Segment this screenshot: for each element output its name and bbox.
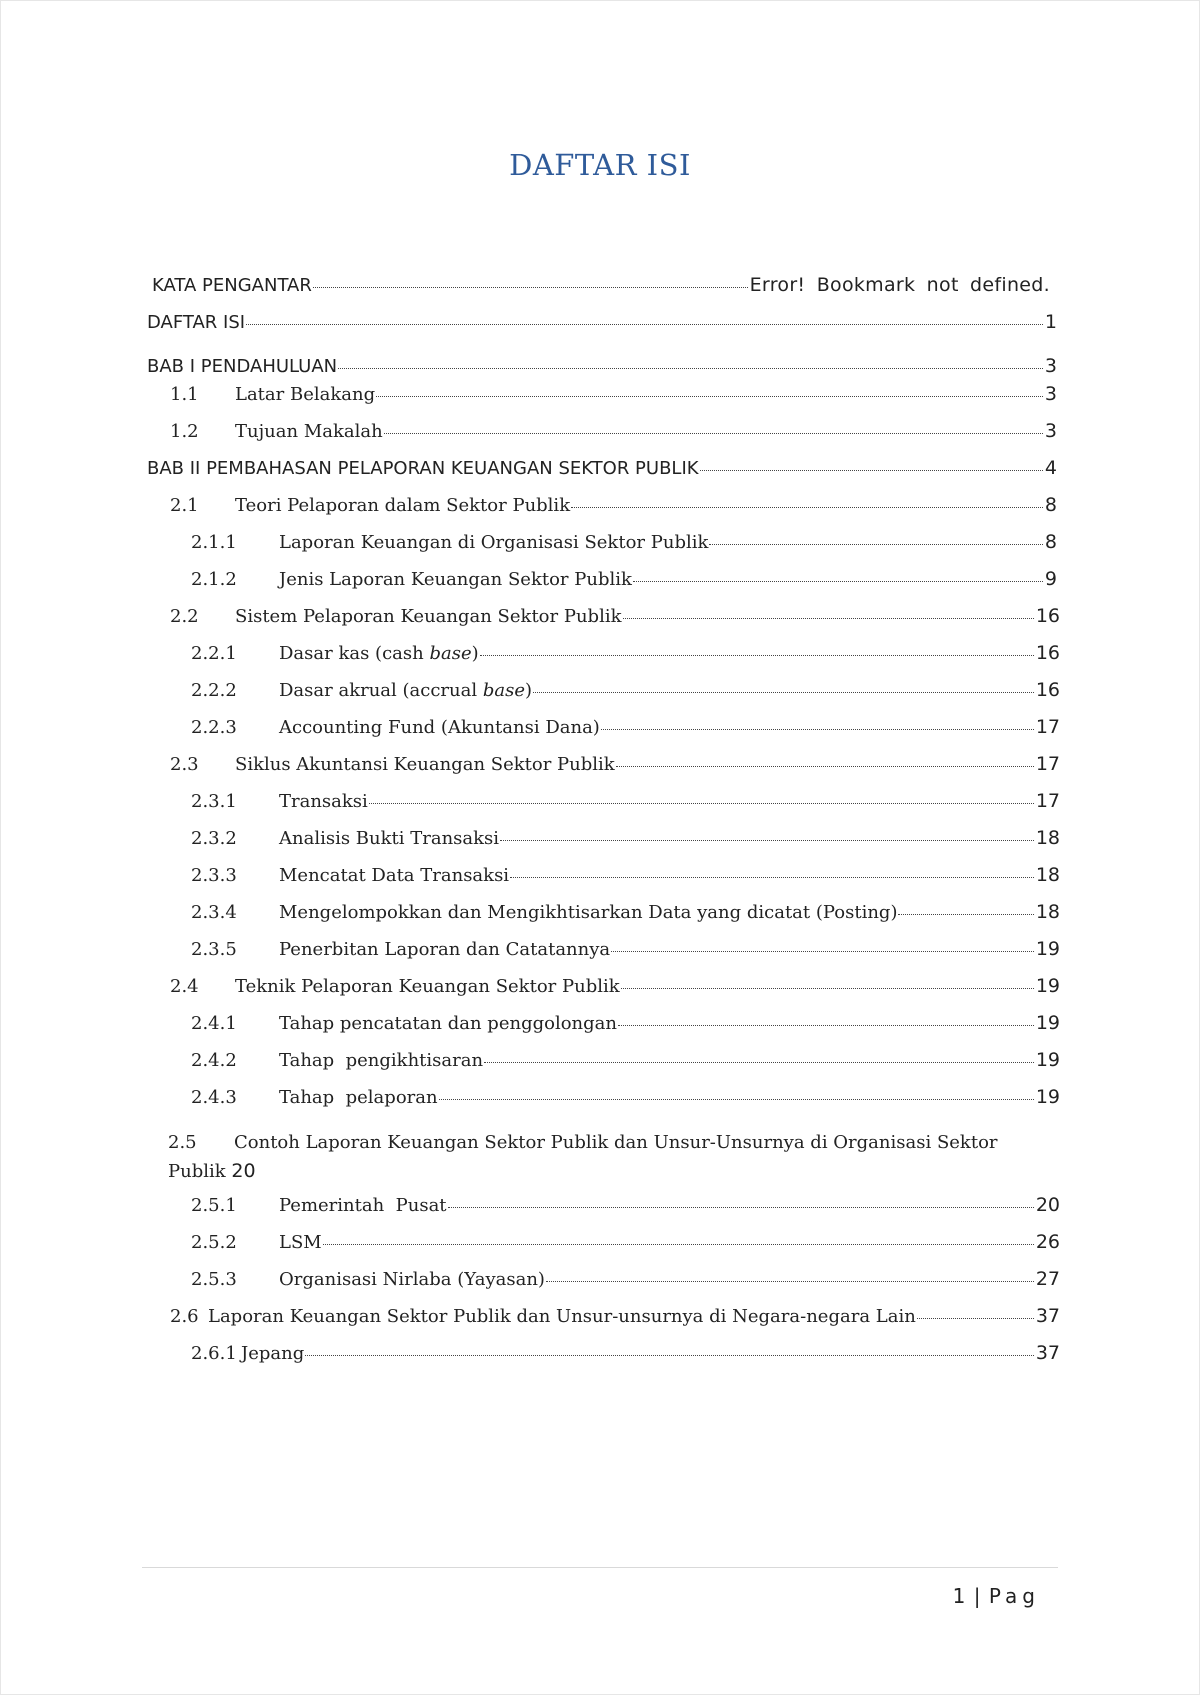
toc-leader — [376, 395, 1043, 397]
toc-leader — [546, 1280, 1034, 1282]
toc-entry[interactable] — [191, 938, 1060, 966]
toc-entry-number: 2.3.1 — [191, 791, 237, 812]
toc-leader — [633, 580, 1043, 582]
toc-entry-number: 2.5 — [168, 1132, 197, 1153]
toc-entry-text: Laporan Keuangan Sektor Publik dan Unsur-unsurnya di Negara-negara Lain — [208, 1306, 916, 1327]
toc-entry[interactable] — [191, 568, 1057, 596]
footer-separator: | — [973, 1584, 982, 1608]
toc-entry-page: 3 — [1044, 355, 1057, 377]
toc-entry-text — [279, 643, 479, 664]
toc-leader — [510, 876, 1034, 878]
toc-entry-text: Sistem Pelaporan Keuangan Sektor Publik — [235, 606, 622, 627]
toc-entry-text: Laporan Keuangan di Organisasi Sektor Publik — [279, 532, 709, 553]
toc-entry-text: Mengelompokkan dan Mengikhtisarkan Data yang dicatat (Posting) — [279, 902, 898, 923]
page-title: DAFTAR ISI — [509, 148, 691, 182]
toc-entry[interactable] — [191, 679, 1060, 707]
toc-entry-text: Mencatat Data Transaksi — [279, 865, 510, 886]
toc-entry-text: Organisasi Nirlaba (Yayasan) — [279, 1269, 545, 1290]
toc-leader — [439, 1098, 1034, 1100]
toc-leader — [709, 543, 1043, 545]
toc-leader — [621, 987, 1034, 989]
toc-entry-page: 18 — [1035, 901, 1060, 923]
toc-leader — [338, 367, 1043, 369]
toc-entry[interactable] — [191, 1049, 1060, 1077]
toc-entry-text-part: ) — [471, 643, 479, 664]
toc-leader — [616, 765, 1034, 767]
toc-entry-text: Tujuan Makalah — [235, 421, 383, 442]
toc-entry[interactable] — [191, 1012, 1060, 1040]
toc-entry-page: 18 — [1035, 864, 1060, 886]
toc-entry-text: BAB I PENDAHULUAN — [147, 356, 338, 377]
toc-entry-text: Latar Belakang — [235, 384, 376, 405]
toc-entry-wrapped[interactable] — [168, 1129, 1018, 1186]
toc-entry-text-italic: base — [482, 680, 525, 701]
toc-leader — [898, 913, 1033, 915]
toc-entry-page: 26 — [1035, 1231, 1060, 1253]
toc-entry[interactable] — [191, 1342, 1060, 1370]
toc-leader — [484, 1061, 1034, 1063]
toc-leader — [601, 728, 1034, 730]
toc-entry[interactable] — [170, 975, 1060, 1003]
toc-entry-page: 17 — [1035, 716, 1060, 738]
toc-entry[interactable] — [191, 1231, 1060, 1259]
toc-entry-page: Error! Bookmark not defined. — [749, 274, 1050, 296]
toc-entry-text: DAFTAR ISI — [147, 312, 246, 333]
toc-entry-number: 2.5.1 — [191, 1195, 237, 1216]
toc-entry[interactable] — [147, 311, 1057, 339]
toc-entry[interactable] — [170, 383, 1057, 411]
toc-entry[interactable] — [170, 1305, 1060, 1333]
toc-leader — [313, 286, 748, 288]
toc-entry[interactable] — [191, 716, 1060, 744]
toc-entry-number: 2.4 — [170, 976, 199, 997]
toc-entry-text: Tahap pengikhtisaran — [279, 1050, 484, 1071]
toc-entry-page: 16 — [1035, 605, 1060, 627]
toc-entry-text: Penerbitan Laporan dan Catatannya — [279, 939, 611, 960]
toc-entry-text-part: ) — [524, 680, 533, 701]
toc-entry[interactable] — [170, 605, 1060, 633]
toc-leader — [480, 654, 1034, 656]
toc-entry[interactable] — [147, 355, 1057, 383]
toc-entry-page: 19 — [1035, 938, 1060, 960]
toc-leader — [384, 432, 1043, 434]
toc-entry-page: 19 — [1035, 1049, 1060, 1071]
toc-entry-number: 2.4.2 — [191, 1050, 237, 1071]
toc-entry[interactable] — [191, 790, 1060, 818]
toc-entry-page: 19 — [1035, 1012, 1060, 1034]
toc-entry[interactable] — [170, 420, 1057, 448]
toc-entry-number: 2.3.2 — [191, 828, 237, 849]
toc-entry[interactable] — [191, 827, 1060, 855]
toc-entry[interactable] — [191, 642, 1060, 670]
toc-leader — [533, 691, 1034, 693]
toc-entry-text: Teori Pelaporan dalam Sektor Publik — [235, 495, 571, 516]
toc-entry-text: Accounting Fund (Akuntansi Dana) — [279, 717, 600, 738]
toc-entry-number: 2.1.1 — [191, 532, 237, 553]
toc-entry[interactable] — [170, 753, 1060, 781]
toc-entry-text: Jenis Laporan Keuangan Sektor Publik — [279, 569, 632, 590]
toc-entry-page: 17 — [1035, 790, 1060, 812]
toc-entry-text-italic: base — [429, 643, 472, 664]
toc-entry[interactable] — [191, 1194, 1060, 1222]
toc-entry-page: 9 — [1044, 568, 1057, 590]
toc-entry-text-part: Dasar akrual (accrual — [279, 680, 483, 701]
toc-entry-number: 2.6.1 — [191, 1343, 237, 1364]
footer-divider — [142, 1567, 1058, 1568]
toc-entry-page: 16 — [1035, 679, 1060, 701]
toc-entry[interactable] — [191, 1086, 1060, 1114]
toc-entry-number: 2.4.3 — [191, 1087, 237, 1108]
toc-entry-number: 2.3.5 — [191, 939, 237, 960]
toc-entry-text: BAB II PEMBAHASAN PELAPORAN KEUANGAN SEKTOR PUBLIK — [147, 458, 699, 479]
toc-entry-text: Teknik Pelaporan Keuangan Sektor Publik — [235, 976, 620, 997]
toc-entry-page: 19 — [1035, 975, 1060, 997]
toc-entry-text: Tahap pencatatan dan penggolongan — [279, 1013, 617, 1034]
toc-entry-number: 2.6 — [170, 1306, 199, 1327]
toc-entry[interactable] — [170, 494, 1057, 522]
toc-entry-page: 20 — [1035, 1194, 1060, 1216]
toc-leader — [448, 1206, 1034, 1208]
toc-entry-number: 2.2 — [170, 606, 199, 627]
toc-leader — [500, 839, 1034, 841]
toc-leader — [571, 506, 1043, 508]
toc-entry-page: 17 — [1035, 753, 1060, 775]
toc-entry-number: 2.1 — [170, 495, 199, 516]
toc-entry-number: 2.3.3 — [191, 865, 237, 886]
toc-leader — [611, 950, 1034, 952]
toc-entry-number: 2.4.1 — [191, 1013, 237, 1034]
toc-entry-page: 37 — [1035, 1305, 1060, 1327]
toc-entry-text: Contoh Laporan Keuangan Sektor Publik dan Unsur-Unsurnya di Organisasi Sektor Publik — [168, 1132, 998, 1182]
footer-page-label: Pag — [988, 1584, 1040, 1608]
toc-entry-number: 2.2.1 — [191, 643, 237, 664]
toc-leader — [305, 1354, 1034, 1356]
toc-leader — [323, 1243, 1034, 1245]
toc-leader — [618, 1024, 1034, 1026]
toc-leader — [700, 469, 1043, 471]
toc-entry-page: 18 — [1035, 827, 1060, 849]
toc-entry-text: KATA PENGANTAR — [152, 275, 312, 296]
toc-leader — [369, 802, 1034, 804]
toc-entry[interactable] — [191, 1268, 1060, 1296]
toc-entry[interactable] — [191, 531, 1057, 559]
toc-entry-text: Siklus Akuntansi Keuangan Sektor Publik — [235, 754, 615, 775]
toc-leader — [917, 1317, 1034, 1319]
page-footer — [953, 1584, 1040, 1608]
toc-entry-text: LSM — [279, 1232, 322, 1253]
toc-entry-page: 27 — [1035, 1268, 1060, 1290]
toc-entry-page: 16 — [1035, 642, 1060, 664]
toc-entry-page: 4 — [1044, 457, 1057, 479]
toc-entry-text — [279, 680, 532, 701]
toc-entry-page: 3 — [1044, 383, 1057, 405]
toc-entry[interactable] — [191, 901, 1060, 929]
toc-entry-page: 8 — [1044, 531, 1057, 553]
toc-entry-number: 1.2 — [170, 421, 199, 442]
toc-leader — [623, 617, 1034, 619]
toc-leader — [246, 323, 1043, 325]
toc-entry-number: 2.5.2 — [191, 1232, 237, 1253]
toc-entry-page: 19 — [1035, 1086, 1060, 1108]
toc-entry-text: Tahap pelaporan — [279, 1087, 438, 1108]
toc-entry-page: 1 — [1044, 311, 1057, 333]
toc-entry-page: 37 — [1035, 1342, 1060, 1364]
toc-entry[interactable] — [147, 457, 1057, 485]
toc-entry-text-part: Dasar kas (cash — [279, 643, 430, 664]
toc-entry-text: Analisis Bukti Transaksi — [279, 828, 500, 849]
toc-entry-page: 3 — [1044, 420, 1057, 442]
toc-entry[interactable] — [152, 274, 1050, 302]
toc-entry-number: 2.2.2 — [191, 680, 237, 701]
toc-entry-number: 2.2.3 — [191, 717, 237, 738]
toc-entry-page: 20 — [231, 1160, 256, 1182]
toc-entry-number: 1.1 — [170, 384, 199, 405]
toc-entry-number: 2.3 — [170, 754, 199, 775]
footer-page-number: 1 — [952, 1584, 967, 1608]
toc-entry-text: Transaksi — [279, 791, 368, 812]
toc-entry[interactable] — [191, 864, 1060, 892]
toc-entry-number: 2.1.2 — [191, 569, 237, 590]
toc-entry-text: Pemerintah Pusat — [279, 1195, 447, 1216]
toc-entry-number: 2.5.3 — [191, 1269, 237, 1290]
toc-entry-text: Jepang — [241, 1343, 305, 1364]
toc-entry-number: 2.3.4 — [191, 902, 237, 923]
toc-entry-page: 8 — [1044, 494, 1057, 516]
